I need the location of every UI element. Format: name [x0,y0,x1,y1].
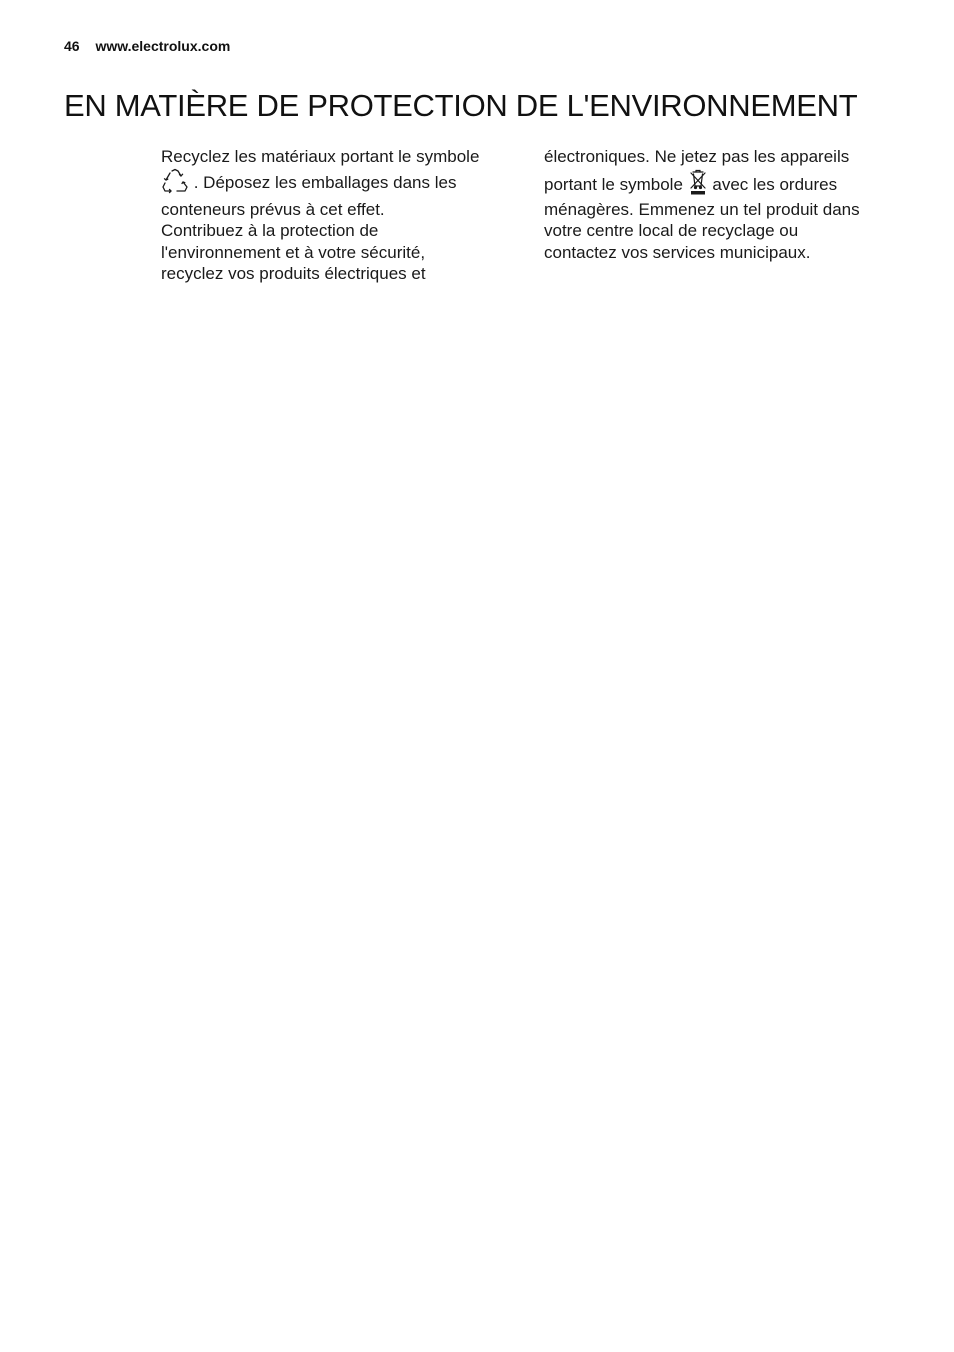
recycle-icon [161,168,189,203]
body-line: votre centre local de recyclage ou [544,221,799,240]
body-line: Recyclez les matériaux portant le symbole [161,147,480,166]
body-line-with-icon [161,168,511,197]
page-header [64,38,230,54]
body-text: portant le symbole [544,174,683,194]
body-line: ménagères. Emmenez un tel produit dans [544,199,860,219]
body-line: recyclez vos produits électriques et [161,264,426,283]
website-link[interactable]: www.electrolux.com [95,38,231,54]
page-number: 46 [64,38,80,54]
body-line: électroniques. Ne jetez pas les appareils [544,147,850,166]
body-line-with-icon [544,168,889,197]
body-line: contactez vos services municipaux. [544,242,811,262]
body-line: Contribuez à la protection de [161,221,379,240]
body-line: conteneurs prévus à cet effet. [161,199,385,219]
body-column-left [161,146,511,285]
body-text: . Déposez les emballages dans les [193,172,457,192]
body-column-right [544,146,889,263]
body-text: avec les ordures [712,174,838,194]
section-title: EN MATIÈRE DE PROTECTION DE L'ENVIRONNEMENT [64,88,858,123]
body-line: l'environnement et à votre sécurité, [161,242,426,262]
